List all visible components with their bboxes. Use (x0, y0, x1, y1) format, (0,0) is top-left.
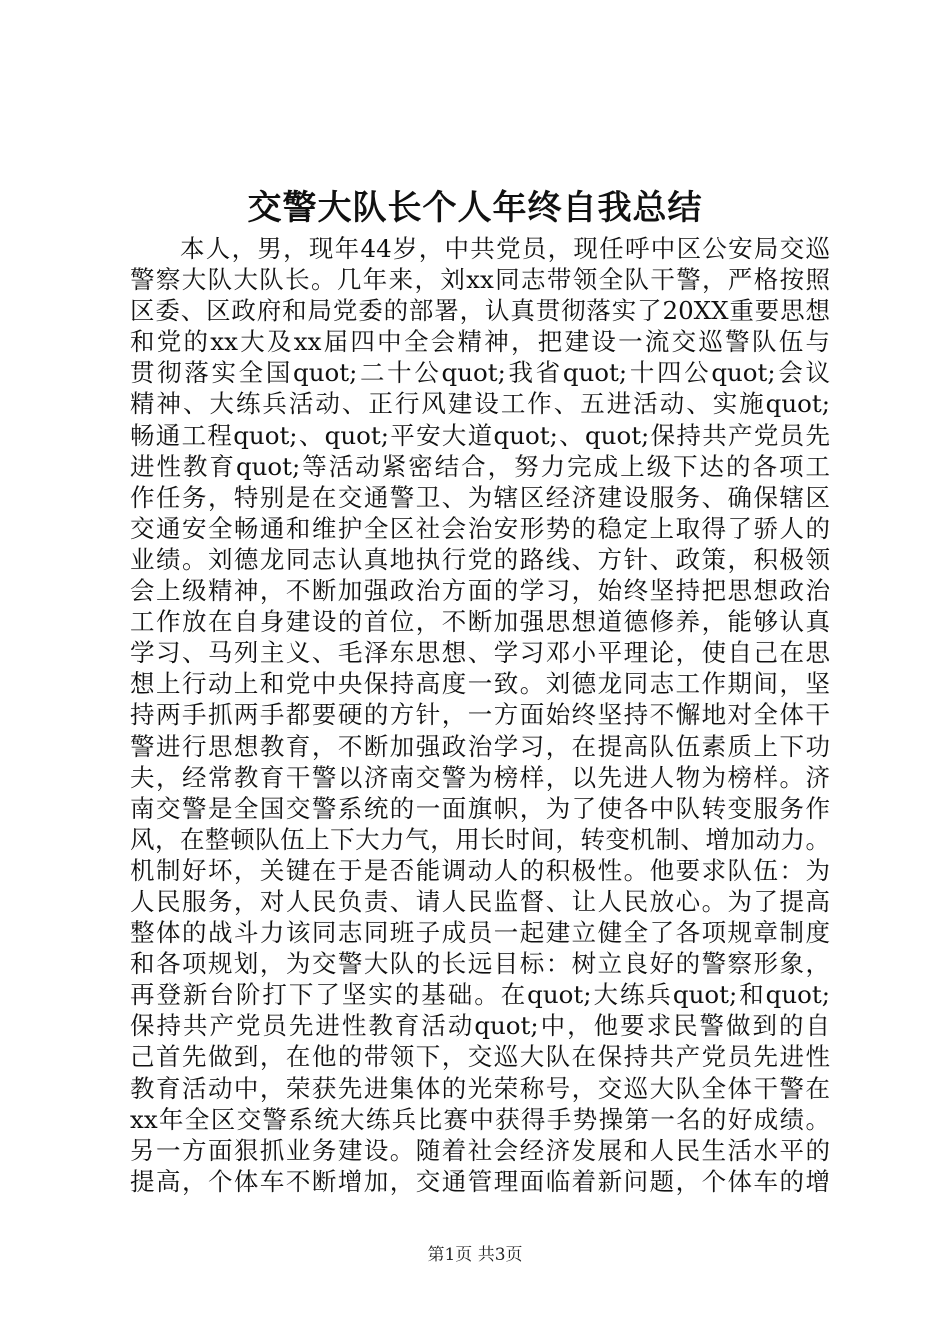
body-line: 持两手抓两手都要硬的方针，一方面始终坚持不懈地对全体干 (130, 700, 830, 730)
body-line: 警察大队大队长。几年来，刘xx同志带领全队干警，严格按照 (130, 265, 830, 295)
body-line: 本人，男，现年44岁，中共党员，现任呼中区公安局交巡 (180, 234, 830, 263)
body-line: 己首先做到，在他的带领下，交巡大队在保持共产党员先进性 (130, 1042, 830, 1072)
body-line: 会上级精神，不断加强政治方面的学习，始终坚持把思想政治 (130, 576, 830, 606)
body-line: 提高，个体车不断增加，交通管理面临着新问题，个体车的增 (130, 1166, 830, 1196)
body-line: 警进行思想教育，不断加强政治学习，在提高队伍素质上下功 (130, 731, 830, 761)
body-line: 业绩。刘德龙同志认真地执行党的路线、方针、政策，积极领 (130, 544, 830, 574)
body-line: 贯彻落实全国quot;二十公quot;我省quot;十四公quot;会议 (130, 358, 830, 388)
body-line: xx年全区交警系统大练兵比赛中获得手势操第一名的好成绩。 (130, 1104, 830, 1134)
body-line: 保持共产党员先进性教育活动quot;中，他要求民警做到的自 (130, 1011, 830, 1041)
body-line: 想上行动上和党中央保持高度一致。刘德龙同志工作期间，坚 (130, 669, 830, 699)
document-title: 交警大队长个人年终自我总结 (247, 188, 703, 228)
page-number-footer: 第1页 共3页 (427, 1245, 523, 1265)
body-line: 精神、大练兵活动、正行风建设工作、五进活动、实施quot; (130, 389, 830, 419)
body-line: 作任务，特别是在交通警卫、为辖区经济建设服务、确保辖区 (130, 482, 830, 512)
body-line: 畅通工程quot;、quot;平安大道quot;、quot;保持共产党员先 (130, 420, 830, 450)
body-line: 和各项规划，为交警大队的长远目标：树立良好的警察形象， (130, 949, 830, 979)
body-line: 学习、马列主义、毛泽东思想、学习邓小平理论，使自己在思 (130, 638, 830, 668)
body-line: 交通安全畅通和维护全区社会治安形势的稳定上取得了骄人的 (130, 513, 830, 543)
body-line: 区委、区政府和局党委的部署，认真贯彻落实了20XX重要思想 (130, 296, 830, 326)
body-line: 工作放在自身建设的首位，不断加强思想道德修养，能够认真 (130, 607, 830, 637)
body-line: 整体的战斗力该同志同班子成员一起建立健全了各项规章制度 (130, 918, 830, 948)
document-body (130, 233, 830, 1197)
body-line: 夫，经常教育干警以济南交警为榜样，以先进人物为榜样。济 (130, 762, 830, 792)
body-line: 和党的xx大及xx届四中全会精神，把建设一流交巡警队伍与 (130, 327, 830, 357)
body-line: 风，在整顿队伍上下大力气，用长时间，转变机制、增加动力。 (130, 824, 830, 854)
body-line: 教育活动中，荣获先进集体的光荣称号，交巡大队全体干警在 (130, 1073, 830, 1103)
body-line: 机制好坏，关键在于是否能调动人的积极性。他要求队伍：为 (130, 855, 830, 885)
body-line: 另一方面狠抓业务建设。随着社会经济发展和人民生活水平的 (130, 1135, 830, 1165)
body-line: 再登新台阶打下了坚实的基础。在quot;大练兵quot;和quot; (130, 980, 830, 1010)
body-line: 人民服务，对人民负责、请人民监督、让人民放心。为了提高 (130, 886, 830, 916)
body-line: 进性教育quot;等活动紧密结合，努力完成上级下达的各项工 (130, 451, 830, 481)
body-line: 南交警是全国交警系统的一面旗帜，为了使各中队转变服务作 (130, 793, 830, 823)
